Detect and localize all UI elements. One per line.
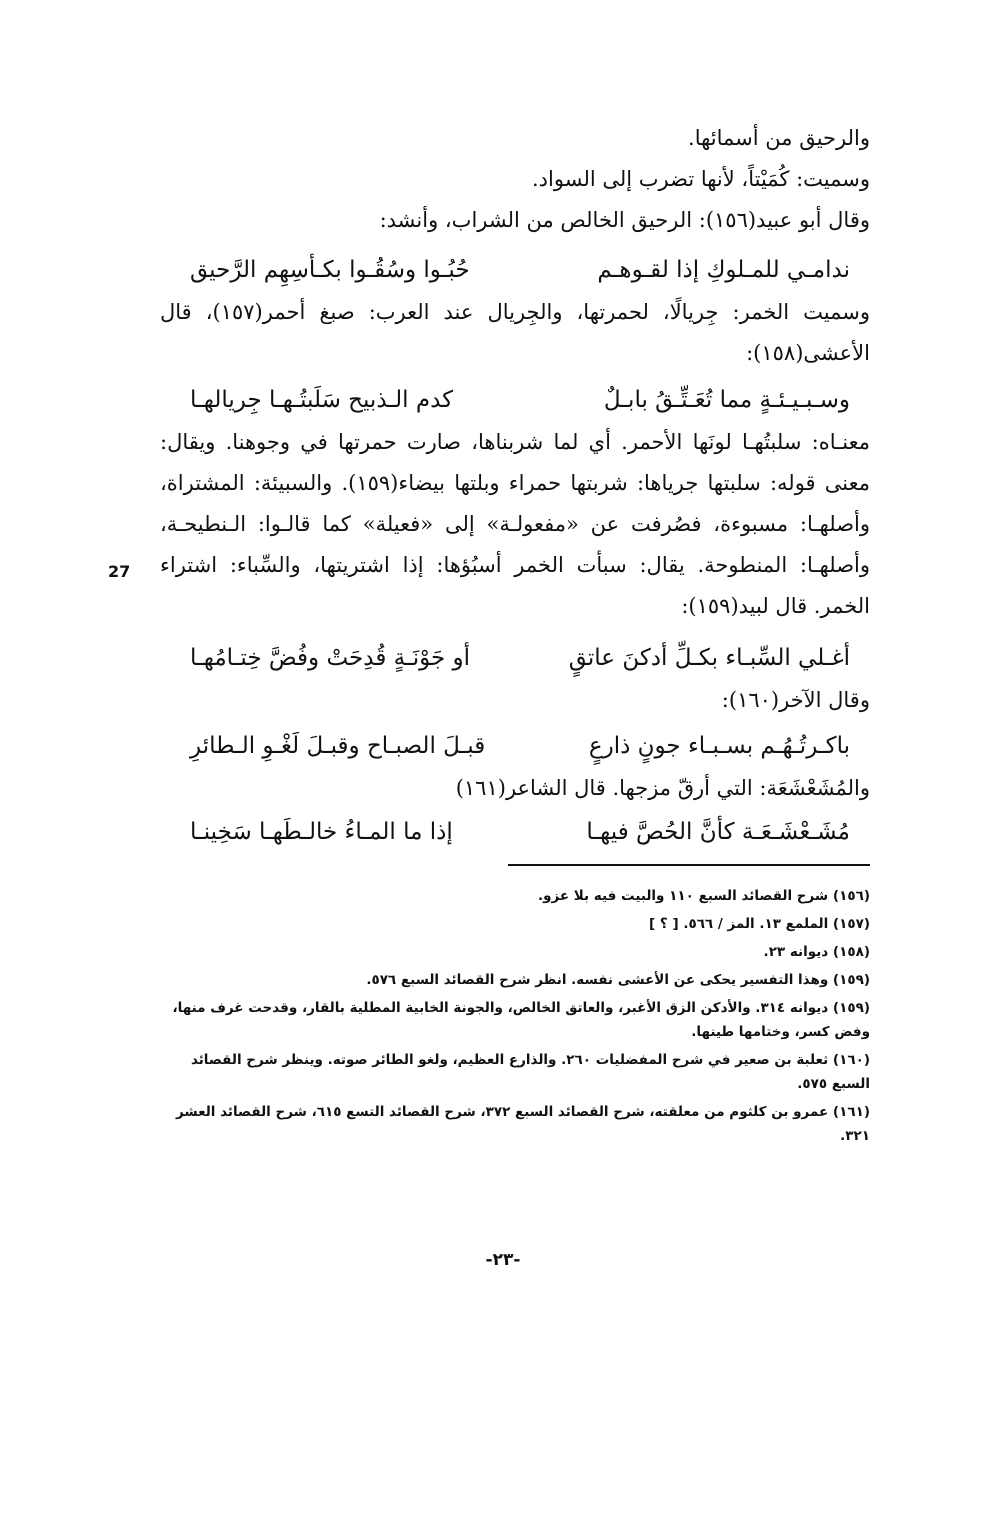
footnote: (١٥٩) وهذا التفسير يحكى عن الأعشى نفسه. انظر شرح القصائد السبع ٥٧٦. xyxy=(366,972,870,988)
verse-line xyxy=(190,378,850,422)
body-line: وقال أبو عبيد(١٥٦): الرحيق الخالص من الشراب، وأنشد: xyxy=(379,208,870,232)
body-text xyxy=(160,292,870,374)
body-text-top xyxy=(160,118,870,241)
verse-first-hemistich: وسـبـيـئـةٍ مما تُعَـتِّـقُ بابـلٌ xyxy=(603,387,850,413)
body-line: وسميت الخمر: جِريالًا، لحمرتها، والجِريال عند العرب: صبغ أحمر(١٥٧)، قال xyxy=(160,300,870,324)
verse-line xyxy=(190,248,850,292)
footnote: (١٥٩) ديوانه ٣١٤. والأدكن الزق الأغبر، والعاتق الخالص، والجونة الخابية المطلية بالقار، وقدحت غرف منها، وفض كسر، وختامها طينها. xyxy=(172,1000,870,1040)
footnote: (١٦١) عمرو بن كلثوم من معلقته، شرح القصائد السبع ٣٧٢، شرح القصائد التسع ٦١٥، شرح القصائد العشر ٣٢١. xyxy=(175,1104,870,1144)
verse-second-hemistich: كدم الـذبيح سَلَبتُـهـا جِريالهـا xyxy=(190,387,454,413)
body-text xyxy=(160,768,870,809)
verse-second-hemistich: إذا ما المـاءُ خالـطَهـا سَخِينـا xyxy=(190,819,453,845)
footnote-divider xyxy=(508,864,870,866)
footnote: (١٦٠) ثعلبة بن صعير في شرح المفضليات ٢٦٠. والذارع العظيم، ولغو الطائر صوته. وينظر شرح القصائد السبع ٥٧٥. xyxy=(190,1052,870,1092)
footnote: (١٥٧) الملمع ١٣. المز / ٥٦٦. [ ؟ ] xyxy=(649,916,870,932)
page-number: -٢٣- xyxy=(485,1250,521,1270)
verse-first-hemistich: مُشَـعْشَـعَـة كأنَّ الحُصَّ فيهـا xyxy=(586,819,850,845)
verse-first-hemistich: باكـرتُـهُـم بسـبـاء جونٍ ذارعٍ xyxy=(588,733,850,759)
body-line: الخمر. قال لبيد(١٥٩): xyxy=(681,594,870,618)
body-text xyxy=(160,680,870,721)
verse-second-hemistich: قبـلَ الصبـاح وقبـلَ لَغْـوِ الـطائرِ xyxy=(190,733,486,759)
verse-line xyxy=(190,810,850,854)
verse-first-hemistich: أغـلي السِّبـاء بكـلِّ أدكنَ عاتقٍ xyxy=(568,645,850,671)
body-line: والمُشَعْشَعَة: التي أرقّ مزجها. قال الشاعر(١٦١) xyxy=(455,776,870,800)
body-line: وأصلهـا: مسبوءة، فصُرفت عن «مفعولـة» إلى «فعيلة» كما قالـوا: الـنطيحـة، xyxy=(160,512,870,536)
verse-second-hemistich: حُبُـوا وسُقُـوا بكـأسِهِم الرَّحيق xyxy=(190,257,470,283)
body-line: وقال الآخر(١٦٠): xyxy=(721,688,870,712)
footnote: (١٥٦) شرح القصائد السبع ١١٠ والبيت فيه بلا عزو. xyxy=(537,888,870,904)
body-text xyxy=(160,422,870,627)
verse-line xyxy=(190,636,850,680)
verse-line xyxy=(190,724,850,768)
body-line: وسميت: كُمَيْتاً، لأنها تضرب إلى السواد. xyxy=(532,167,870,191)
body-line: الأعشى(١٥٨): xyxy=(746,341,870,365)
footnotes xyxy=(160,884,870,1152)
footnote: (١٥٨) ديوانه ٢٣. xyxy=(763,944,870,960)
margin-number: 27 xyxy=(108,562,131,581)
body-line: معنـاه: سلبتُهـا لونَها الأحمر. أي لما شربناها، صارت حمرتها في وجوهنا. ويقال: xyxy=(160,430,870,454)
verse-first-hemistich: ندامـي للمـلوكِ إذا لقـوهـم xyxy=(597,257,850,283)
body-line: معنى قوله: سلبتها جرياها: شربتها حمراء وبلتها بيضاء(١٥٩). والسبيئة: المشتراة، xyxy=(160,471,870,495)
body-line: والرحيق من أسمائها. xyxy=(688,126,870,150)
body-line: وأصلهـا: المنطوحة. يقال: سبأت الخمر أسبُؤها: إذا اشتريتها، والسِّباء: اشتراء xyxy=(160,553,870,577)
verse-second-hemistich: أو جَوْنَـةٍ قُدِحَتْ وفُضَّ خِتـامُهـا xyxy=(190,645,471,671)
